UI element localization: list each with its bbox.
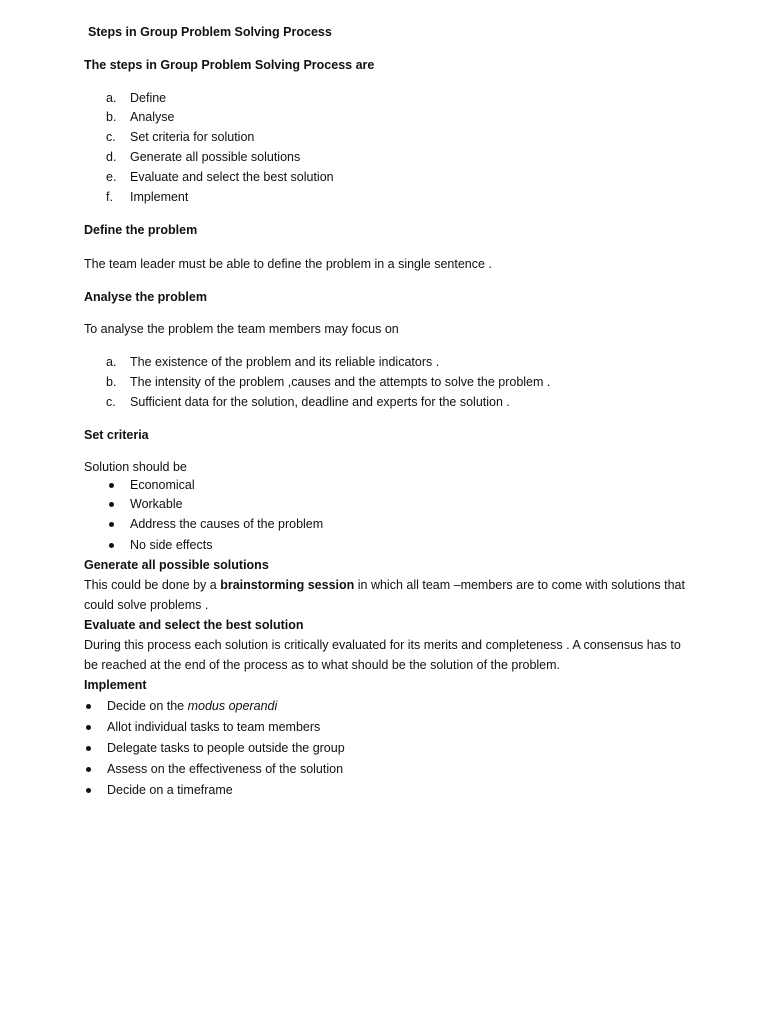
list-item-text: Implement <box>130 190 189 204</box>
list-marker: e. <box>106 170 117 184</box>
brainstorming-emphasis: brainstorming session <box>220 578 355 592</box>
list-marker: c. <box>106 130 116 144</box>
list-marker: f. <box>106 190 113 204</box>
criteria-intro: Solution should be <box>84 460 187 474</box>
list-item-text: Allot individual tasks to team members <box>107 720 321 734</box>
list-item-text: Generate all possible solutions <box>130 150 301 164</box>
list-marker: b. <box>106 375 117 389</box>
generate-heading: Generate all possible solutions <box>84 558 269 572</box>
bullet-icon <box>109 502 114 507</box>
modus-operandi-emphasis: modus operandi <box>187 699 278 713</box>
bullet-icon <box>86 767 91 772</box>
bullet-icon <box>109 522 114 527</box>
evaluate-body-line-1: During this process each solution is critically evaluated for its merits and completeness . A consensus has to <box>84 638 681 652</box>
generate-text: in which all team –members are to come with solutions that <box>354 578 685 592</box>
list-item-text: The existence of the problem and its reliable indicators . <box>130 355 440 369</box>
generate-body-line-1 <box>84 577 685 593</box>
evaluate-heading: Evaluate and select the best solution <box>84 618 304 632</box>
bullet-icon <box>86 725 91 730</box>
bullet-icon <box>86 746 91 751</box>
criteria-heading: Set criteria <box>84 428 149 442</box>
list-item-text: Analyse <box>130 110 175 124</box>
implement-heading: Implement <box>84 678 147 692</box>
analyse-intro: To analyse the problem the team members may focus on <box>84 322 399 336</box>
define-body: The team leader must be able to define the problem in a single sentence . <box>84 257 492 271</box>
bullet-icon <box>109 543 114 548</box>
list-item-text: Assess on the effectiveness of the solution <box>107 762 344 776</box>
list-item-text: Set criteria for solution <box>130 130 255 144</box>
generate-body-line-2: could solve problems . <box>84 598 209 612</box>
list-item-text: Workable <box>130 497 183 511</box>
list-item-text: Economical <box>130 478 195 492</box>
list-item-text: No side effects <box>130 538 213 552</box>
list-item-text <box>107 698 277 714</box>
list-item-text: Sufficient data for the solution, deadline and experts for the solution . <box>130 395 510 409</box>
list-item-text: The intensity of the problem ,causes and the attempts to solve the problem . <box>130 375 551 389</box>
list-marker: c. <box>106 395 116 409</box>
implement-text: Decide on the <box>107 699 188 713</box>
bullet-icon <box>109 483 114 488</box>
list-marker: a. <box>106 355 117 369</box>
bullet-icon <box>86 788 91 793</box>
analyse-heading: Analyse the problem <box>84 290 207 304</box>
list-item-text: Decide on a timeframe <box>107 783 233 797</box>
list-marker: d. <box>106 150 117 164</box>
evaluate-body-line-2: be reached at the end of the process as to what should be the solution of the problem. <box>84 658 561 672</box>
list-item-text: Evaluate and select the best solution <box>130 170 334 184</box>
list-marker: a. <box>106 91 117 105</box>
generate-text: This could be done by a <box>84 578 221 592</box>
steps-intro: The steps in Group Problem Solving Process are <box>84 58 375 72</box>
list-item-text: Define <box>130 91 167 105</box>
list-item-text: Delegate tasks to people outside the group <box>107 741 345 755</box>
document-title: Steps in Group Problem Solving Process <box>88 25 332 39</box>
define-heading: Define the problem <box>84 223 198 237</box>
list-marker: b. <box>106 110 117 124</box>
bullet-icon <box>86 704 91 709</box>
list-item-text: Address the causes of the problem <box>130 517 324 531</box>
